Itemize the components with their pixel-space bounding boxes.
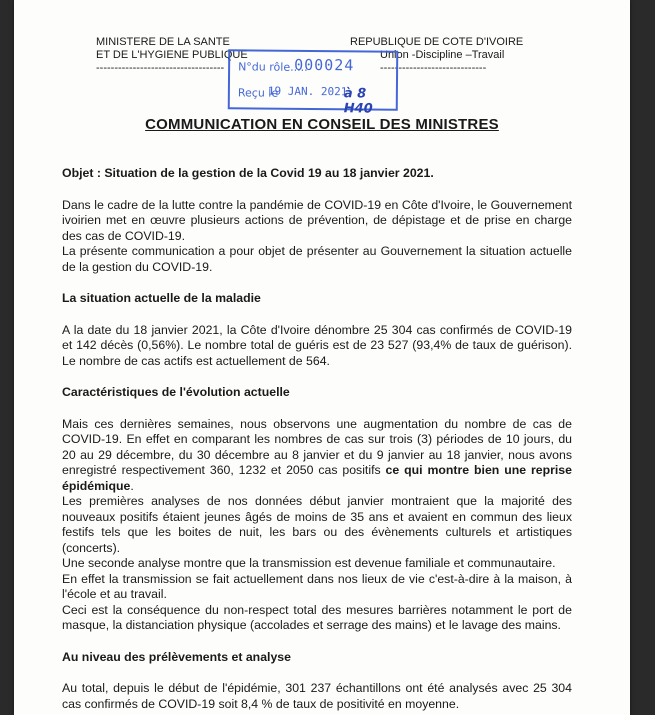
section-heading-characteristics: Caractéristiques de l'évolution actuelle [62, 385, 290, 399]
sampling-paragraph: Au total, depuis le début de l'épidémie, 301 237 échantillons ont été analysés avec 25 304 cas confirmés de COVID-19 soit 8,4 % de taux de positivité en moyenne. [62, 681, 572, 711]
stamp-received-date: 19 JAN. 2021 [267, 84, 348, 99]
situation-paragraph: A la date du 18 janvier 2021, la Côte d'Ivoire dénombre 25 304 cas confirmés de COVID-19 et 142 décès (0,56%). Le nombre total de guéris est de 23 527 (93,4% de taux de guérison). Le nombre de cas actifs est actuellement de 564. [62, 322, 572, 368]
ministry-name-line2: ET DE L'HYGIENE PUBLIQUE [96, 49, 248, 61]
characteristics-p1-emphasis: ce qui montre bien une reprise épidémique [62, 463, 572, 493]
republic-motto: Union -Discipline –Travail [380, 49, 505, 61]
characteristics-paragraph-5: Ceci est la conséquence du non-respect total des mesures barrières notamment le port de masque, la distanciation physique (accolades et serrage des mains) et le lavage des mains. [62, 602, 572, 632]
characteristics-paragraph-1 [62, 417, 572, 495]
header-right-separator: ----------------------------- [380, 62, 487, 74]
section-heading-situation: La situation actuelle de la maladie [62, 291, 261, 305]
characteristics-p1-text: Mais ces dernières semaines, nous observons une augmentation du nombre de cas de COVID-19. En effet en comparant les nombres de cas sur trois (3) périodes de 10 jours, du 20 au 29 décembre, du 30 décembre au 8 janvier et du 9 janvier au 18 janvier, nous avons enregistré respectivement 360, 1232 et 2050 cas positifs [62, 416, 572, 477]
stamp-handwritten-time: à 8 H40 [343, 86, 373, 117]
document-page [14, 0, 630, 715]
header-left-separator: ----------------------------------- [96, 62, 225, 74]
ministry-name: MINISTERE DE LA SANTE [96, 36, 230, 48]
characteristics-paragraph-2: Les premières analyses de nos données début janvier montraient que la majorité des nouveaux positifs étaient jeunes âgés de moins de 35 ans et avaient en commun des lieux festifs tels que les boites de nuit, les bars ou des évènements culturels et artistiques (concerts). [62, 494, 572, 555]
characteristics-paragraph-4: En effet la transmission se fait actuellement dans nos lieux de vie c'est-à-dire à la maison, à l'école et au travail. [62, 571, 572, 601]
ministry-header [96, 36, 248, 75]
document-title: COMMUNICATION EN CONSEIL DES MINISTRES [145, 116, 499, 133]
intro-paragraph-1: Dans le cadre de la lutte contre la pandémie de COVID-19 en Côte d'Ivoire, le Gouvernement ivoirien met en œuvre plusieurs actions de prévention, de dépistage et de prise en charge des cas de COVID-19. [62, 197, 572, 243]
stamp-role-label: N°du rôle..... [238, 60, 308, 74]
stamp-role-number: 000024 [294, 55, 355, 75]
stamp-received-label: Reçu le [237, 86, 279, 100]
document-object: Objet : Situation de la gestion de la Covid 19 au 18 janvier 2021. [62, 166, 434, 180]
republic-name: REPUBLIQUE DE COTE D'IVOIRE [350, 36, 524, 48]
reception-stamp [228, 49, 399, 117]
intro-paragraph-2: La présente communication a pour objet de présenter au Gouvernement la situation actuelle de la gestion du COVID-19. [62, 244, 572, 274]
characteristics-paragraph-3: Une seconde analyse montre que la transmission est devenue familiale et communautaire. [62, 556, 556, 570]
characteristics-p1-end: . [130, 478, 134, 493]
section-heading-sampling: Au niveau des prélèvements et analyse [62, 649, 291, 664]
document-body [62, 166, 572, 712]
